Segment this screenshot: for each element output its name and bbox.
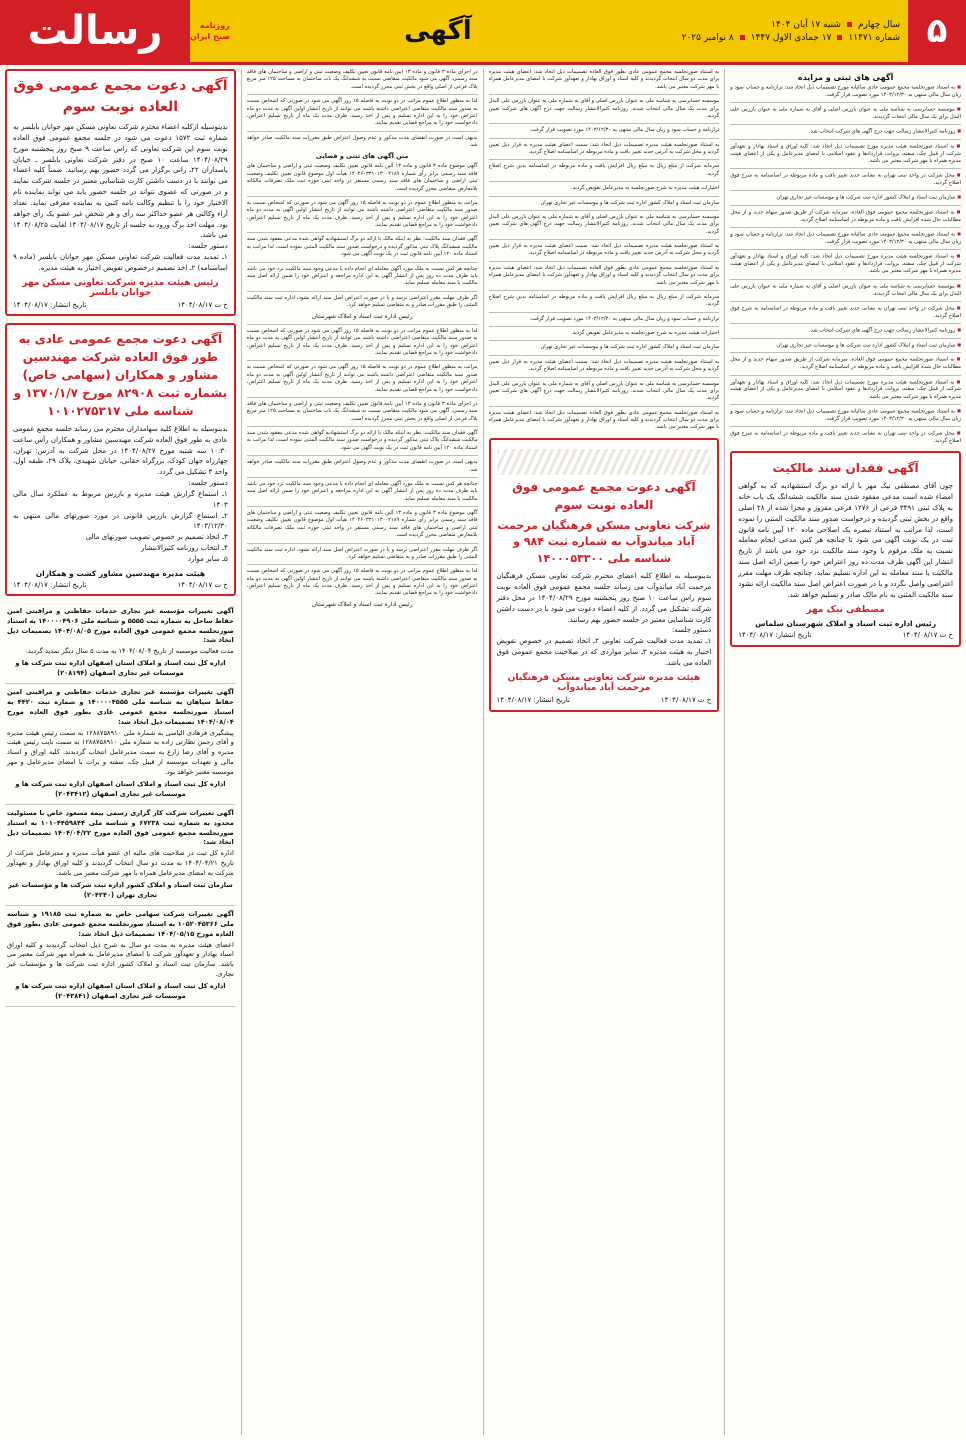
legal-paragraph: ■ روزنامه کثیرالانتشار رسالت جهت درج آگهی های شرکت انتخاب شد.	[730, 327, 961, 335]
ad-signer-name: مصطفی نیک مهر	[806, 604, 885, 615]
ad-body: اعضای هیئت مدیره به مدت دو سال به شرح ذیل انتخاب گردیدند و کلیه اوراق اسناد بهادار و تعهدآور شرکت با امضای مدیرعامل به همراه مهر شرکت معتبر می باشد. سازمان ثبت اسناد و املاک کشور اداره ثبت شرکت ها و مؤسسات غیر تجاری.	[7, 940, 234, 979]
legal-paragraph: آگهی فقدان سند مالکیت: نظر به اینکه مالک با ارائه دو برگ استشهادیه گواهی شده مدعی مفقود شدن سند مالکیت ششدانگ پلاک ثبتی مذکور گردیده و درخواست صدور سند مالکیت المثنی نموده است، لذا مراتب به استناد ماده ۱۲۰ آیین نامه قانون ثبت در یک نوبت آگهی می شود.	[246, 236, 478, 258]
ad-date: تاریخ انتشار: ۱۴۰۴/۰۸/۱۷	[496, 695, 570, 704]
legal-paragraph: در اجرای ماده ۳ قانون و ماده ۱۳ آیین نامه قانون تعیین تکلیف وضعیت ثبتی و اراضی و ساختمان های فاقد سند رسمی، آگهی می شود مالکیت متقاضی نسبت به ششدانگ یک باب ساختمان به مساحت ۱۲۵ متر مربع پلاک فرعی از اصلی واقع در بخش ثبتی محرز گردیده است.	[246, 400, 478, 422]
divider	[247, 477, 478, 478]
ad-signature: اداره کل ثبت اسناد و املاک استان اصفهان اداره ثبت شرکت ها و موسسات غیر تجاری اصفهان (۲۰۸۱۹۴)	[15, 659, 226, 678]
divider	[730, 190, 961, 191]
divider	[247, 360, 478, 361]
divider	[489, 340, 720, 341]
divider	[247, 564, 478, 565]
ad-head: آگهی تغییرات مؤسسه غیر تجاری خدمات حفاظتی و مراقبتی امین حفاظ سپاهان به شناسه ملی ۱۴۰۰۰۰۴۵۵۵ و شماره ثبت ۴۴۲۰ به استناد صورتجلسه مجمع عمومی عادی بطور فوق العاده مورخ ۱۴۰۴/۰۸/۰۴ تصمیمات ذیل اتخاذ شد:	[7, 688, 234, 726]
ad-footer	[13, 581, 228, 589]
registry-ad-1	[5, 603, 236, 684]
legal-paragraph: اگر ظرف مهلت مقرر اعتراضی نرسد و یا در صورت اعتراض اصل سند ارائه نشود، اداره ثبت سند مالکیت المثنی را طبق مقررات صادر و به متقاضی تسلیم خواهد کرد.	[246, 294, 478, 309]
legal-paragraph: به استناد صورتجلسه مجمع عمومی عادی بطور فوق العاده تصمیمات ذیل اتخاذ شد: اعضای هیئت مدیره برای مدت دو سال انتخاب گردیدند و کلیه اسناد و اوراق بهادار و تعهدآور شرکت با امضای مدیرعامل همراه با مهر شرکت معتبر می باشد.	[488, 264, 720, 286]
divider	[489, 261, 720, 262]
ad-agenda-title: دستور جلسه:	[671, 626, 712, 635]
masthead-meta	[642, 0, 908, 62]
legal-paragraph: ■ موسسه حسابرسی به شناسه ملی به عنوان بازرس اصلی و آقای به شماره ملی به عنوان بازرس علی البدل برای یک سال مالی انتخاب گردیدند.	[730, 283, 961, 298]
divider	[489, 94, 720, 95]
section-title: آگهی	[404, 16, 472, 46]
registry-ad-2	[5, 684, 236, 805]
legal-paragraph: ■ به استناد صورتجلسه هیئت مدیره مورخ تصمیمات ذیل اتخاذ شد: کلیه اوراق و اسناد بهادار و تعهدآور شرکت از قبیل چک، سفته، بروات، قراردادها و عقود اسلامی با امضای مدیرعامل و یکی از اعضای هیئت مدیره همراه با مهر شرکت معتبر می باشد.	[730, 253, 961, 275]
legal-paragraph: لذا به منظور اطلاع عموم مراتب در دو نوبت به فاصله ۱۵ روز آگهی می شود در صورتی که اشخاص نسبت به صدور سند مالکیت متقاضی اعتراضی داشته باشند می توانند از تاریخ انتشار اولین آگهی به مدت دو ماه اعتراض خود را به این اداره تسلیم و پس از اخذ رسید، ظرف مدت یک ماه از تاریخ تسلیم اعتراض، دادخواست خود را به مراجع قضایی تقدیم نمایند.	[246, 568, 478, 597]
page-content	[0, 65, 966, 1439]
date-solar: شنبه ۱۷ آبان ۱۴۰۴	[771, 19, 841, 30]
divider	[730, 102, 961, 103]
ad-agenda-item: ۳ـ اتخاذ تصمیم بر خصوص تصویب صورتهای مالی	[85, 533, 228, 542]
ad-body: بدینوسیله ازکلیه اعضاء محترم شرکت تعاونی مسکن مهر جوانان بابلسر به شماره ثبت ۱۵۷۲ دعوت می شود در جلسه مجمع عمومی فوق العاده نوبت سوم این شرکت تعاونی که راس ساعت ۹ صبح روز پنجشنبه مورخ ۱۴۰۴/۰۸/۲۹ ساعت ۱۰ صبح در دفتر شرکت تعاونی بابلسر ـ خیابان پاسداران ۲۲ـ رانی برگزار می گردد حضور بهم رسانید. ضمناً کلیه اعضاء می توانند با در دست داشتن کارت شناسایی معتبر در جلسه شرکت نمایند و در صورتی که عضوی نتواند در جلسه حضور یابد می تواند نماینده تام الاختیار خود را با تنظیم وکالت نامه کتبی به نماینده معرفی نماید. تعداد آراء وکالتی هر عضو حداکثر سه رأی و هر شخص غیر عضو یک رأی خواهد بود. مهلت اخذ برگ ورود به جلسه از تاریخ ۱۴۰۴/۰۸/۱۷ لغایت ۱۴۰۴/۰۸/۲۵ می باشد.	[13, 123, 228, 240]
column-mid-left-body	[489, 69, 720, 432]
divider	[730, 338, 961, 339]
ad-signature: اداره کل ثبت اسناد و املاک استان اصفهان اداره ثبت شرکت ها و موسسات غیر تجاری اصفهان (۲۰۴۳۴۱۲)	[15, 780, 226, 798]
ad-signature: سازمان ثبت اسناد و املاک کشور اداره ثبت شرکت ها و مؤسسات غیر تجاری تهران (۲۰۴۲۴۰)	[8, 881, 233, 899]
ad-agenda-item: ۱ـ استماع گزارش هیئت مدیره و بازرس مربوط به عملکرد سال مالی ۱۴۰۳	[13, 489, 228, 509]
divider	[489, 138, 720, 139]
legal-paragraph: اختیارات هیئت مدیره به شرح صورتجلسه به مدیرعامل تفویض گردید.	[571, 185, 720, 192]
newspaper-logo: رسالت	[0, 0, 190, 62]
column-mid-right	[247, 69, 478, 1435]
brand-sub-line2: صبح ایران	[190, 32, 230, 41]
divider	[247, 543, 478, 544]
divider	[489, 326, 720, 327]
legal-paragraph: ■ به استناد صورتجلسه مجمع عمومی فوق العاده، سرمایه شرکت از طریق صدور سهام جدید و از محل مطالبات حال شده افزایش یافت و ماده مربوطه در اساسنامه اصلاح گردید.	[730, 356, 961, 371]
divider	[730, 139, 961, 140]
legal-paragraph: ■ موسسه حسابرسی به شناسه ملی به عنوان بازرس اصلی و آقای به شماره ملی به عنوان بازرس علی البدل برای یک سال مالی انتخاب گردیدند.	[730, 106, 961, 121]
ad-code: خ ت ۱۴۰۴/۰۸/۱۷	[177, 580, 228, 589]
ad-signature: رئیس هیئت مدیره شرکت تعاونی مسکن مهر جوانان بابلسر	[22, 277, 219, 298]
legal-paragraph: به استناد صورتجلسه مجمع عمومی عادی بطور فوق العاده تصمیمات ذیل اتخاذ شد: اعضای هیئت مدیره برای مدت دو سال انتخاب گردیدند و کلیه اسناد و اوراق بهادار و تعهدآور شرکت با امضای مدیرعامل همراه با مهر شرکت معتبر می باشد.	[488, 409, 720, 431]
divider	[247, 455, 478, 456]
ad-head: آگهی تغییرات شرکت سهامی خاص به شماره ثبت ۱۹۱۸۵ و شناسه ملی ۱۰۵۲۰۴۵۳۶۶ به استناد صورتجلسه مجمع عمومی عادی بطور فوق العاده مورخ ۱۴۰۴/۰۵/۱۵ تصمیمات ذیل اتخاذ شد:	[7, 909, 234, 938]
legal-paragraph: سازمان ثبت اسناد و املاک کشور اداره ثبت شرکت ها و موسسات غیر تجاری تهران	[540, 344, 720, 351]
legal-paragraph: سرمایه شرکت از مبلغ ریال به مبلغ ریال افزایش یافت و ماده مربوطه در اساسنامه بدین شرح اصلاح گردید.	[488, 163, 720, 177]
ad-signature: هیئت مدیره مهندسین مشاور کشت و همکاران	[35, 568, 206, 578]
legal-signature: رئیس اداره ثبت اسناد و املاک شهرستان	[311, 312, 413, 320]
divider	[489, 210, 720, 211]
legal-paragraph: موسسه حسابرسی به شناسه ملی به عنوان بازرس اصلی و آقای به شماره ملی به عنوان بازرس علی البدل برای مدت یک سال مالی انتخاب شدند. روزنامه کثیرالانتشار رسالت جهت درج آگهی های شرکت تعیین گردید.	[488, 380, 720, 402]
square-bullet-icon-3	[740, 35, 745, 40]
ad-agenda-title: دستور جلسه:	[188, 479, 228, 488]
ad-code: خ ت ۱۴۰۴/۰۸/۱۷	[902, 630, 953, 639]
brand-subtitle	[190, 0, 234, 62]
divider	[247, 262, 478, 263]
ad-signature: رئیس اداره ثبت اسناد و املاک شهرستان سلماس	[755, 618, 937, 628]
divider	[247, 131, 478, 132]
ad-footer	[497, 696, 712, 704]
square-bullet-icon	[847, 22, 852, 27]
divider	[730, 301, 961, 302]
legal-paragraph: ■ به استناد صورتجلسه مجمع عمومی عادی سالیانه مورخ تصمیمات ذیل اتخاذ شد: ترازنامه و حساب سود و زیان سال مالی منتهی به ۱۴۰۳/۱۲/۳۰ مورد تصویب قرار گرفت.	[730, 231, 961, 246]
ad-agenda-item: ۲ـ استماع گزارش بازرس قانونی در مورد صورتهای مالی منتهی به ۱۴۰۳/۱۲/۳۰	[13, 511, 228, 531]
divider	[247, 324, 478, 325]
ad-code: خ ت ۱۴۰۴/۰۸/۱۷	[660, 695, 712, 704]
legal-paragraph: موسسه حسابرسی به شناسه ملی به عنوان بازرس اصلی و آقای به شماره ملی به عنوان بازرس علی البدل برای مدت یک سال مالی انتخاب شدند. روزنامه کثیرالانتشار رسالت جهت درج آگهی های شرکت تعیین گردید.	[488, 98, 720, 119]
ad-title: آگهی فقدان سند مالکیت	[772, 461, 919, 476]
legal-paragraph: آگهی موضوع ماده ۳ قانون و ماده ۱۳ آئین نامه قانون تعیین تکلیف وضعیت ثبتی و اراضی و ساختمان های فاقد سند رسمی برابر رأی شماره ۱۴۰۴۶۰۳۳۱۰۱۳۰۰۲۱۸۹ هیأت اول موضوع قانون تعیین تکلیف وضعیت ثبتی اراضی و ساختمان های فاقد سند رسمی مستقر در واحد ثبتی حوزه ثبت ملک تصرفات مالکانه بلامعارض متقاضی محرز گردیده است.	[246, 510, 478, 539]
column-left	[730, 69, 961, 1435]
ad-majma-farhangian	[489, 438, 720, 712]
divider	[730, 426, 961, 427]
legal-paragraph: ■ محل شرکت در واحد ثبتی تهران به نشانی جدید تغییر یافت و ماده مربوطه در اساسنامه به شرح فوق اصلاح گردید.	[730, 172, 961, 187]
ad-head: آگهی تغییرات شرکت کار گزاری رسمی بیمه مسعود خاص با مسئولیت محدود به شماره ثبت ۶۷۲۳۸ و شناسه ملی ۱۰۱۰۴۴۵۹۸۴۴ به استناد صورتجلسه مجمع عمومی فوق العاده مورخ ۱۴۰۴/۰۴/۲۲ تصمیمات ذیل اتخاذ شد:	[7, 808, 234, 847]
legal-paragraph: آگهی موضوع ماده ۳ قانون و ماده ۱۳ آئین نامه قانون تعیین تکلیف وضعیت ثبتی و اراضی و ساختمان های فاقد سند رسمی برابر رأی شماره ۱۴۰۴۶۰۳۳۱۰۱۳۰۰۲۱۸۹ هیأت اول موضوع قانون تعیین تکلیف وضعیت ثبتی اراضی و ساختمان های فاقد سند رسمی مستقر در واحد ثبتی حوزه ثبت ملک تصرفات مالکانه بلامعارض متقاضی محرز گردیده است.	[246, 163, 478, 192]
divider	[247, 94, 478, 95]
divider	[489, 181, 720, 182]
section-subheading: متن آگهی های ثبتی و قضایی	[315, 152, 409, 161]
legal-paragraph: مراتب به منظور اطلاع عموم در دو نوبت به فاصله ۱۵ روز آگهی می شود در صورتی که اشخاص نسبت به صدور سند مالکیت متقاضی اعتراضی داشته باشند می توانند از تاریخ انتشار اولین آگهی به مدت دو ماه اعتراض خود را به این اداره تسلیم و پس از اخذ رسید، ظرف مدت یک ماه از تاریخ تسلیم اعتراض، دادخواست خود را به مراجع قضایی تقدیم نمایند.	[246, 364, 478, 393]
ad-subtitle: شرکت تعاونی مسکن فرهنگیان مرحمت آباد میاندوآب به شماره ثبت ۹۸۴ و شناسه ملی ۱۴۰۰۰۵۳۳۰۰	[497, 518, 711, 565]
date-greg: ۸ نوامبر ۲۰۲۵	[681, 32, 734, 43]
divider	[489, 406, 720, 407]
divider	[730, 227, 961, 228]
divider	[730, 205, 961, 206]
divider	[247, 397, 478, 398]
legal-paragraph: لذا به منظور اطلاع عموم مراتب در دو نوبت به فاصله ۱۵ روز آگهی می شود در صورتی که اشخاص نسبت به صدور سند مالکیت متقاضی اعتراضی داشته باشند می توانند از تاریخ انتشار اولین آگهی به مدت دو ماه اعتراض خود را به این اداره تسلیم و پس از اخذ رسید، ظرف مدت یک ماه از تاریخ تسلیم اعتراض، دادخواست خود را به مراجع قضایی تقدیم نمایند.	[246, 327, 478, 357]
ad-agenda: ۱ـ تمدید مدت فعالیت شرکت تعاونی مسکن مهر جوانان بابلسر (ماده ۹ اساسنامه) ۲ـ اخذ تصمیم درخصوص تفویض اختیار به هیئت مدیره.	[13, 253, 228, 272]
divider	[247, 232, 478, 233]
column-right	[5, 69, 236, 1435]
issue-label: شماره ۱۱۴۷۱	[848, 32, 900, 43]
column-left-body	[730, 84, 961, 445]
ad-title: آگهی دعوت مجمع عمومی فوق العاده نوبت سوم	[13, 78, 228, 115]
legal-paragraph: آگهی فقدان سند مالکیت: نظر به اینکه مالک با ارائه دو برگ استشهادیه گواهی شده مدعی مفقود شدن سند مالکیت ششدانگ پلاک ثبتی مذکور گردیده و درخواست صدور سند مالکیت المثنی نموده است، لذا مراتب به استناد ماده ۱۲۰ آیین نامه قانون ثبت در یک نوبت آگهی می شود.	[246, 430, 478, 451]
divider	[730, 249, 961, 250]
ad-agenda: ۱ـ تمدید مدت فعالیت شرکت تعاونی ۲ـ اتخاذ تصمیم در خصوص تفویض اختیار به هیئت مدیره ۳ـ سایر مواردی که در صلاحیت مجمع عمومی فوق العاده می باشد.	[496, 637, 712, 667]
ad-date: تاریخ انتشار: ۱۴۰۴/۰۸/۱۷	[13, 300, 87, 309]
ad-footer	[738, 631, 953, 639]
date-lunar: ۱۷ جمادی الاول ۱۴۴۷	[750, 32, 832, 43]
legal-paragraph: اختیارات هیئت مدیره به شرح صورتجلسه به مدیرعامل تفویض گردید.	[571, 330, 720, 336]
ad-body: اداره کل ثبت در صلاحیت های مالیه ای عضو هیأت مدیره و مدیرعامل شرکت از تاریخ ۱۴۰۴/۰۴/۲۱ به مدت دو سال انتخاب گردیدند و کلیه اوراق بهادار و تعهدآور شرکت به امضای مدیرعامل همراه با مهر شرکت معتبر می باشد.	[7, 849, 234, 878]
legal-paragraph: ■ به استناد صورتجلسه هیئت مدیره مورخ تصمیمات ذیل اتخاذ شد: کلیه اوراق و اسناد بهادار و تعهدآور شرکت از قبیل چک، سفته، بروات، قراردادها و عقود اسلامی با امضای مدیرعامل و یکی از اعضای هیئت مدیره همراه با مهر شرکت معتبر می باشد.	[730, 379, 961, 401]
column-mid-left	[489, 69, 720, 1435]
legal-paragraph: به استناد صورتجلسه هیئت مدیره تصمیمات ذیل اتخاذ شد: سمت اعضای هیئت مدیره به قرار ذیل تعیین گردید و محل شرکت به آدرس جدید تغییر یافت و ماده مربوطه در اساسنامه اصلاح گردید.	[488, 141, 720, 155]
divider	[730, 168, 961, 169]
legal-paragraph: به استناد صورتجلسه مجمع عمومی عادی بطور فوق العاده تصمیمات ذیل اتخاذ شد: اعضای هیئت مدیره برای مدت دو سال انتخاب گردیدند و کلیه اسناد و اوراق بهادار و تعهدآور شرکت با امضای مدیرعامل همراه با مهر شرکت معتبر می باشد.	[488, 69, 720, 90]
ad-head: آگهی تغییرات مؤسسه غیر تجاری خدمات حفاظتی و مراقبتی امین حفاظ ساحل به شماره ثبت ۵۵۵۵ و شناسه ملی ۱۴۰۰۰۰۴۹۰۶ به استناد صورتجلسه مجمع عمومی فوق العاده مورخ ۱۴۰۴/۰۸/۰۵ تصمیمات ذیل اتخاذ شد:	[7, 606, 234, 645]
legal-paragraph: ■ محل شرکت در واحد ثبتی تهران به نشانی جدید تغییر یافت و ماده مربوطه در اساسنامه به شرح فوق اصلاح گردید.	[730, 430, 961, 445]
ad-body: بدینوسیله به اطلاع کلیه سهامداران محترم می رساند جلسه مجمع عمومی عادی به طور فوق العاده شرکت مهندسین مشاور و همکاران رأس ساعت ۱۰:۳۰ سه شنبه مورخ ۱۴۰۴/۰۸/۲۷ در محل شرکت به آدرس: تهران، چهارراه جهان کودک، بزرگراه حقانی، خیابان شهیدی، پلاک ۲۹، طبقه اول، واحد ۳ تشکیل می گردد.	[13, 424, 228, 477]
legal-paragraph: ■ روزنامه کثیرالانتشار رسالت جهت درج آگهی های شرکت انتخاب شد.	[730, 128, 961, 136]
divider	[730, 323, 961, 324]
divider	[730, 404, 961, 405]
divider	[489, 355, 720, 356]
legal-paragraph: لذا به منظور اطلاع عموم مراتب در دو نوبت به فاصله ۱۵ روز آگهی می شود در صورتی که اشخاص نسبت به صدور سند مالکیت متقاضی اعتراضی داشته باشند می توانند از تاریخ انتشار اولین آگهی به مدت دو ماه اعتراض خود را به این اداره تسلیم و پس از اخذ رسید، ظرف مدت یک ماه از تاریخ تسلیم اعتراض، دادخواست خود را به مراجع قضایی تقدیم نمایند.	[246, 98, 478, 127]
legal-paragraph: چنانچه هر کس نسبت به ملک مورد آگهی معامله ای انجام داده یا مدعی وجود سند مالکیت نزد خود می باشد باید ظرف مدت ده روز پس از انتشار آگهی به این اداره مراجعه و اعتراض خود را ضمن ارائه اصل سند مالکیت یا سند معامله تسلیم نماید.	[246, 480, 478, 502]
divider	[489, 123, 720, 124]
legal-paragraph: بدیهی است در صورت انقضای مدت مذکور و عدم وصول اعتراض طبق مقررات سند مالکیت صادر خواهد شد.	[246, 459, 478, 473]
divider	[489, 290, 720, 291]
legal-paragraph: سرمایه شرکت از مبلغ ریال به مبلغ ریال افزایش یافت و ماده مربوطه در اساسنامه بدین شرح اصلاح گردید.	[488, 293, 720, 308]
legal-paragraph: ترازنامه و حساب سود و زیان سال مالی منتهی به ۱۴۰۳/۱۲/۳۰ مورد تصویب قرار گرفت.	[529, 315, 720, 322]
ad-majma-maskan-mehr-babolsar	[5, 69, 236, 316]
meta-row-issue	[650, 20, 900, 30]
legal-paragraph: ■ به استناد صورتجلسه مجمع عمومی عادی سالیانه مورخ تصمیمات ذیل اتخاذ شد: ترازنامه و حساب سود و زیان سال مالی منتهی به ۱۴۰۳/۱۲/۳۰ مورد تصویب قرار گرفت.	[730, 84, 961, 99]
column-divider	[241, 69, 242, 1435]
ad-signature: اداره کل ثبت اسناد و املاک استان اصفهان اداره ثبت شرکت ها و موسسات غیر تجاری اصفهان (۲۰۴۳۸۴۱)	[15, 982, 226, 1000]
legal-paragraph: ■ سازمان ثبت اسناد و املاک کشور اداره ثبت شرکت ها و موسسات غیر تجاری تهران	[730, 342, 961, 350]
ad-title: آگهی دعوت مجمع عمومی فوق العاده نوبت سوم	[512, 479, 696, 512]
divider	[489, 159, 720, 160]
divider	[730, 279, 961, 280]
legal-paragraph: ترازنامه و حساب سود و زیان سال مالی منتهی به ۱۴۰۳/۱۲/۳۰ مورد تصویب قرار گرفت.	[529, 127, 720, 134]
masthead	[0, 0, 966, 65]
legal-paragraph: ■ به استناد صورتجلسه مجمع عمومی فوق العاده، سرمایه شرکت از طریق صدور سهام جدید و از محل مطالبات حال شده افزایش یافت و ماده مربوطه در اساسنامه اصلاح گردید.	[730, 209, 961, 224]
column-mid-right-body	[247, 69, 478, 609]
divider	[730, 375, 961, 376]
legal-paragraph: سازمان ثبت اسناد و املاک کشور اداره ثبت شرکت ها و موسسات غیر تجاری تهران	[540, 199, 720, 206]
legal-paragraph: به استناد صورتجلسه هیئت مدیره تصمیمات ذیل اتخاذ شد: سمت اعضای هیئت مدیره به قرار ذیل تعیین گردید و محل شرکت به آدرس جدید تغییر یافت و ماده مربوطه در اساسنامه اصلاح گردید.	[488, 243, 720, 257]
ad-body: بدینوسیله به اطلاع کلیه اعضای محترم شرکت تعاونی مسکن فرهنگیان مرحمت آباد میاندوآب می رساند جلسه مجمع عمومی فوق العاده نوبت سوم راس ساعت ۱۰ صبح روز پنجشنبه مورخ ۱۴۰۴/۰۸/۲۹ در محل دفتر شرکت تشکیل می گردد. از کلیه اعضاء دعوت می شود با در دست داشتن کارت شناسایی معتبر در جلسه حضور بهم رسانند.	[496, 572, 712, 624]
meta-row-date	[650, 33, 900, 43]
column-divider	[483, 69, 484, 1435]
divider	[730, 352, 961, 353]
page-number: ۵	[908, 0, 966, 62]
ad-body: مدت فعالیت موسسه از تاریخ ۱۴۰۴/۰۸/۰۴ به مدت ۵ سال دیگر تمدید گردید.	[25, 647, 234, 656]
legal-paragraph: موسسه حسابرسی به شناسه ملی به عنوان بازرس اصلی و آقای به شماره ملی به عنوان بازرس علی البدل برای مدت یک سال مالی انتخاب شدند. روزنامه کثیرالانتشار رسالت جهت درج آگهی های شرکت تعیین گردید.	[488, 213, 720, 235]
decorative-banner	[497, 449, 712, 475]
legal-paragraph: به استناد صورتجلسه هیئت مدیره تصمیمات ذیل اتخاذ شد: سمت اعضای هیئت مدیره به قرار ذیل تعیین گردید و محل شرکت به آدرس جدید تغییر یافت و ماده مربوطه در اساسنامه اصلاح گردید.	[488, 358, 720, 373]
ad-date: تاریخ انتشار: ۱۴۰۴/۰۸/۱۷	[13, 580, 87, 589]
ad-majma-mohandesin-moshaver	[5, 323, 236, 596]
divider	[247, 196, 478, 197]
divider	[489, 312, 720, 313]
divider	[247, 291, 478, 292]
divider	[489, 377, 720, 378]
square-bullet-icon-2	[837, 35, 842, 40]
legal-paragraph: ■ به استناد صورتجلسه مجمع عمومی عادی سالیانه مورخ تصمیمات ذیل اتخاذ شد: ترازنامه و حساب سود و زیان سال مالی منتهی به ۱۴۰۳/۱۲/۳۰ مورد تصویب قرار گرفت.	[730, 408, 961, 423]
legal-paragraph: ■ به استناد صورتجلسه هیئت مدیره مورخ تصمیمات ذیل اتخاذ شد: کلیه اوراق و اسناد بهادار و تعهدآور شرکت از قبیل چک، سفته، بروات، قراردادها و عقود اسلامی با امضای مدیرعامل و یکی از اعضای هیئت مدیره همراه با مهر شرکت معتبر می باشد.	[730, 143, 961, 165]
divider	[247, 426, 478, 427]
ad-agenda-item: ۴ـ انتخاب روزنامه کثیرالانتشار	[141, 544, 228, 553]
ad-signature: هیئت مدیره شرکت تعاونی مسکن فرهنگیان مرحمت آباد میاندوآب	[507, 672, 701, 693]
legal-paragraph: ■ سازمان ثبت اسناد و املاک کشور اداره ثبت شرکت ها و موسسات غیر تجاری تهران	[730, 194, 961, 202]
registry-ad-3	[5, 805, 236, 906]
ad-fefdan-sanad-malekiat	[730, 451, 961, 646]
legal-paragraph: ■ محل شرکت در واحد ثبتی تهران به نشانی جدید تغییر یافت و ماده مربوطه در اساسنامه به شرح فوق اصلاح گردید.	[730, 305, 961, 320]
legal-paragraph: در اجرای ماده ۳ قانون و ماده ۱۳ آیین نامه قانون تعیین تکلیف وضعیت ثبتی و اراضی و ساختمان های فاقد سند رسمی، آگهی می شود مالکیت متقاضی نسبت به ششدانگ یک باب ساختمان به مساحت ۱۲۵ متر مربع پلاک فرعی از اصلی واقع در بخش ثبتی محرز گردیده است.	[246, 69, 478, 90]
divider	[247, 506, 478, 507]
legal-signature: رئیس اداره ثبت اسناد و املاک شهرستان	[311, 601, 413, 609]
ad-body: چون آقای مصطفی نیک مهر با ارائه دو برگ استشهادیه که به گواهی امضاء شده است مدعی مفقود شدن سند مالکیت ششدانگ یک باب خانه به پلاک ثبتی ۳۴۹۱ فرعی از ۱۲۷۶ فرعی مفروز و مجزا شده از ۲۸ اصلی واقع در بخش ثبتی گردیده و درخواست صدور سند مالکیت المثنی را نموده است، لذا مراتب به استناد تبصره یک اصلاحی ماده ۱۲۰ آیین نامه قانون ثبت در یک نوبت آگهی می شود تا چنانچه هر کس مدعی انجام معامله نسبت به ملک مرقوم یا وجود سند مالکیت نزد خود می باشد از تاریخ انتشار این آگهی ظرف مدت ده روز اعتراض خود را ضمن ارائه اصل سند مالکیت یا سند معامله به این اداره تسلیم نماید. چنانچه ظرف مهلت مقرر اعتراضی واصل نگردد و یا در صورت اعتراض اصل سند مالکیت ارائه نشود سند مالکیت المثنی به نام مالک صادر و تسلیم خواهد شد.	[738, 482, 954, 599]
ad-title: آگهی دعوت مجمع عمومی عادی به طور فوق العاده شرکت مهندسین مشاور و همکاران (سهامی خاص) بشماره ثبت ۸۲۹۰۸ مورخ ۱۳۷۰/۱/۷ و شناسه ملی ۱۰۱۰۲۷۵۳۱۷	[13, 331, 228, 418]
divider	[489, 196, 720, 197]
legal-paragraph: چنانچه هر کس نسبت به ملک مورد آگهی معامله ای انجام داده یا مدعی وجود سند مالکیت نزد خود می باشد باید ظرف مدت ده روز پس از انتشار آگهی به این اداره مراجعه و اعتراض خود را ضمن ارائه اصل سند مالکیت یا سند معامله تسلیم نماید.	[246, 265, 478, 287]
legal-paragraph: مراتب به منظور اطلاع عموم در دو نوبت به فاصله ۱۵ روز آگهی می شود در صورتی که اشخاص نسبت به صدور سند مالکیت متقاضی اعتراضی داشته باشند می توانند از تاریخ انتشار اولین آگهی به مدت دو ماه اعتراض خود را به این اداره تسلیم و پس از اخذ رسید، ظرف مدت یک ماه از تاریخ تسلیم اعتراض، دادخواست خود را به مراجع قضایی تقدیم نمایند.	[246, 199, 478, 229]
brand-sub-line1: روزنامه	[199, 21, 230, 30]
legal-paragraph: اگر ظرف مهلت مقرر اعتراضی نرسد و یا در صورت اعتراض اصل سند ارائه نشود، اداره ثبت سند مالکیت المثنی را طبق مقررات صادر و به متقاضی تسلیم خواهد کرد.	[246, 546, 478, 560]
ad-agenda-title: دستور جلسه:	[188, 242, 228, 251]
column-divider	[724, 69, 725, 1435]
ad-date: تاریخ انتشار: ۱۴۰۴/۰۸/۱۷	[738, 630, 812, 639]
ad-code: خ ت ۱۴۰۴/۰۸/۱۷	[177, 300, 228, 309]
column-left-heading: آگهی های ثبتی و مزایده	[797, 73, 894, 82]
year-label: سال چهارم	[857, 19, 900, 30]
divider	[730, 124, 961, 125]
legal-paragraph: بدیهی است در صورت انقضای مدت مذکور و عدم وصول اعتراض طبق مقررات سند مالکیت صادر خواهد شد.	[246, 134, 478, 148]
ad-agenda-item: ۵ـ سایر موارد	[187, 554, 228, 563]
ad-footer	[13, 301, 228, 309]
divider	[489, 239, 720, 240]
ad-body: پیشگیری فرهادی الیاسی به شماره ملی ۱۲۸۸۷۵۸۹۱۰ به سمت رئیس هیئت مدیره و آقای رحمن نظارتی زاده به شماره ملی ۱۲۸۸۷۵۸۹۱۰ به سمت نایب رئیس هیئت مدیره و آقای رضا زارع به سمت مدیرعامل انتخاب گردیدند. کلیه اوراق و اسناد مالی و تعهدات موسسه از قبیل چک، سفته و برات با امضای مدیرعامل و مهر موسسه معتبر خواهد بود.	[7, 728, 234, 777]
registry-ad-4	[5, 906, 236, 1007]
